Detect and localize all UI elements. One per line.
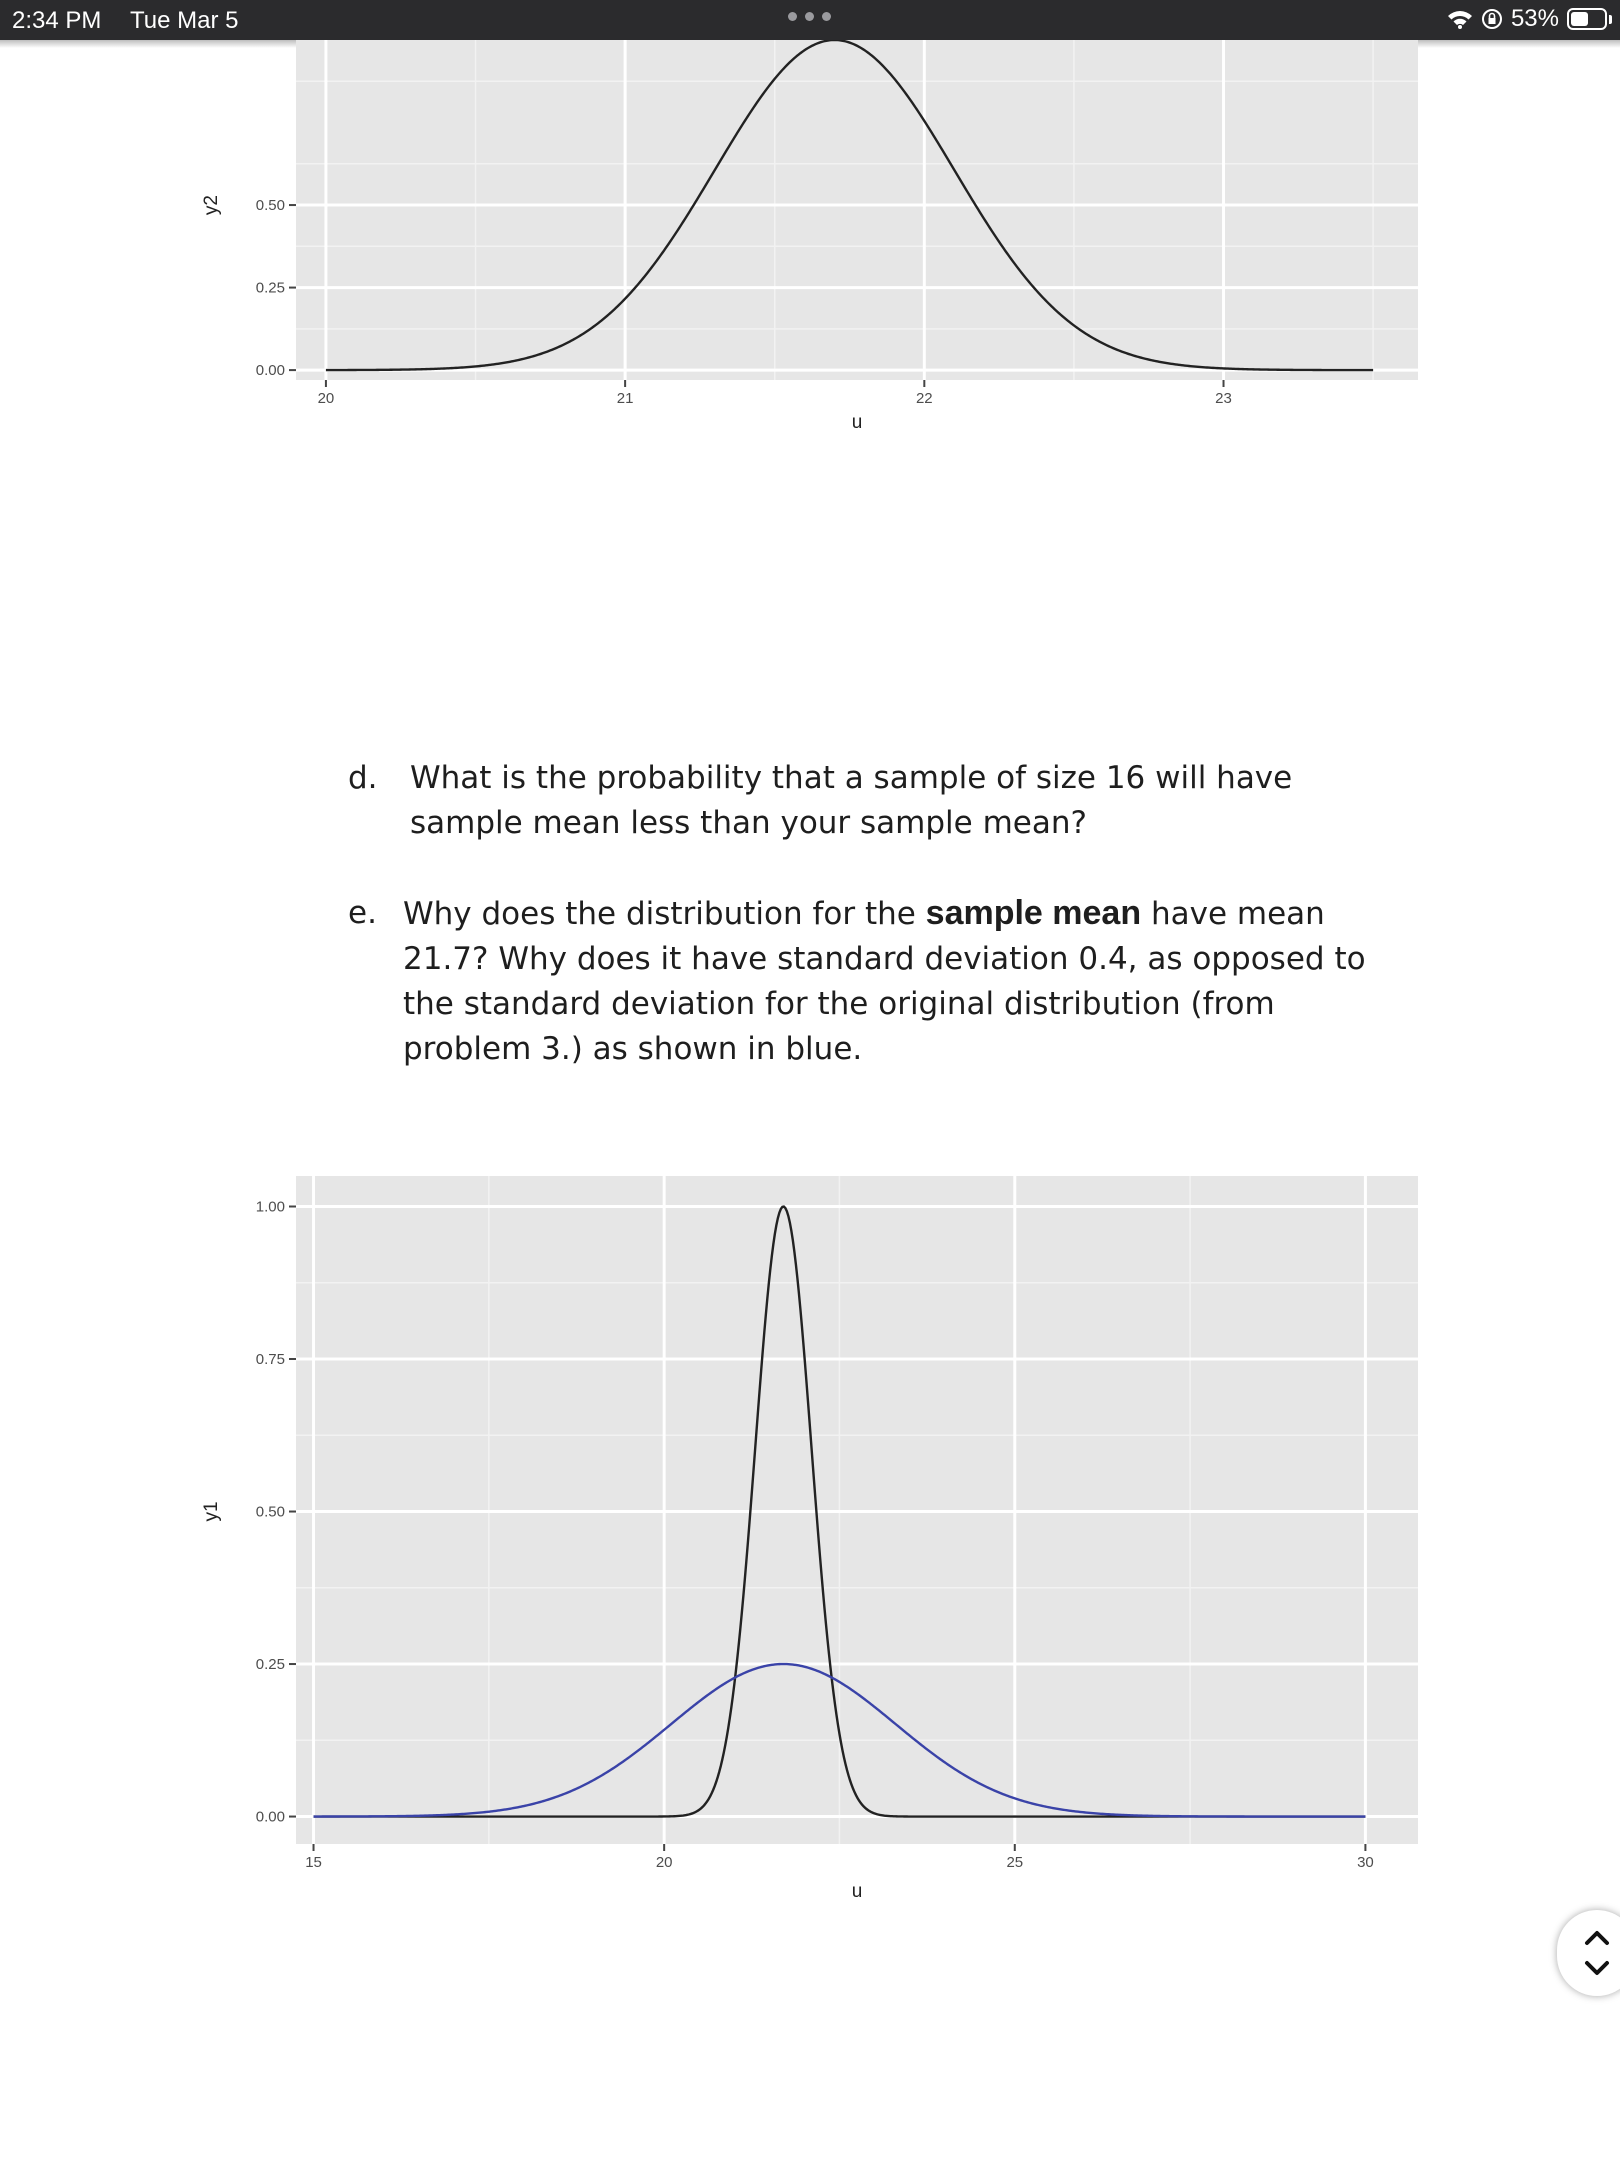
- x-tick-label: 21: [616, 390, 634, 407]
- y-tick-label: 0.00: [255, 1808, 285, 1826]
- y-tick-label: 1.00: [255, 1198, 285, 1216]
- y-tick-label: 0.50: [255, 1503, 285, 1521]
- y-tick-label: 0.25: [255, 279, 285, 297]
- y-axis-title: y2: [201, 195, 222, 216]
- question-d-text: What is the probability that a sample of size 16 will have sample mean less than your sample mean?: [410, 760, 1293, 841]
- x-tick-label: 20: [317, 390, 335, 407]
- x-tick-label: 22: [915, 390, 933, 407]
- question-e-text-start: Why does the distribution for the: [403, 896, 926, 932]
- status-date: Tue Mar 5: [130, 7, 239, 34]
- x-tick-label: 30: [1357, 1854, 1374, 1871]
- chevron-up-down-icon: [1557, 1910, 1620, 1996]
- x-tick-label: 23: [1215, 390, 1232, 407]
- y-axis-title: y1: [201, 1501, 222, 1522]
- page-nav-button[interactable]: [1557, 1910, 1620, 1996]
- y-tick-label: 0.00: [255, 362, 285, 380]
- question-e-bold-term: sample mean: [925, 894, 1142, 932]
- x-tick-label: 20: [655, 1854, 673, 1871]
- y-tick-label: 0.25: [255, 1656, 285, 1674]
- x-axis-title: u: [851, 1881, 863, 1902]
- y-tick-label: 0.75: [255, 1351, 285, 1369]
- status-time: 2:34 PM: [12, 7, 102, 34]
- x-tick-label: 25: [1006, 1854, 1024, 1871]
- question-e-label: e.: [348, 895, 377, 931]
- question-e-text-end: have mean 21.7? Why does it have standard deviation 0.4, as opposed to the standard deviation for the original distribution (from problem 3.) as shown in blue.: [403, 896, 1366, 1067]
- x-tick-label: 15: [305, 1854, 322, 1871]
- question-d-label: d.: [348, 760, 378, 796]
- plot-panel: [296, 1176, 1418, 1844]
- x-axis-title: u: [851, 412, 863, 433]
- battery-percent: 53%: [1510, 5, 1559, 32]
- y-tick-label: 0.50: [255, 197, 285, 215]
